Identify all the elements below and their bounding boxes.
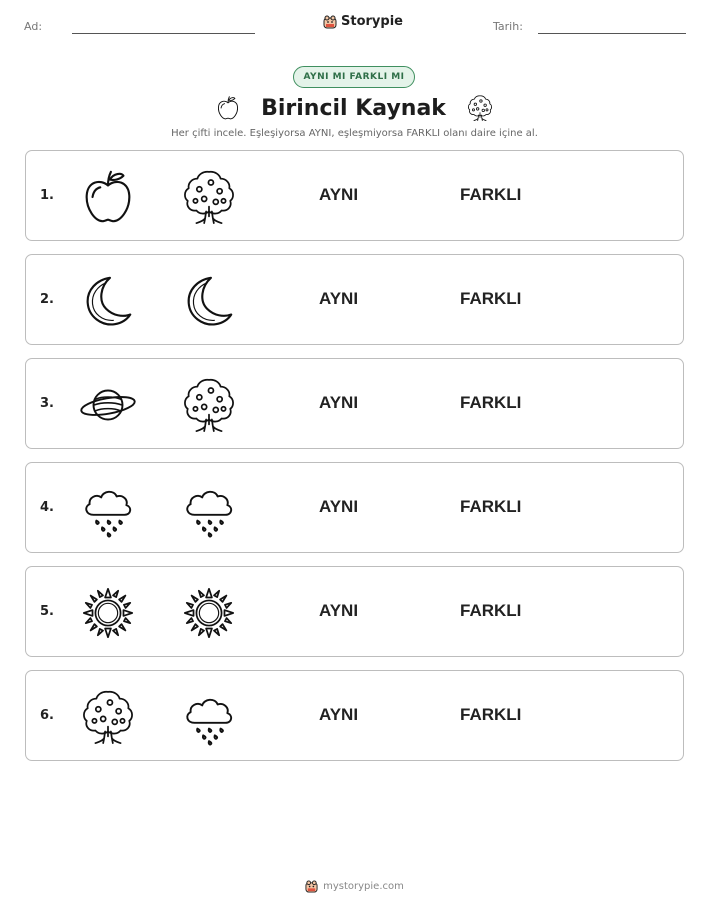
different-option[interactable]: FARKLI xyxy=(460,185,522,204)
pair-row-4 xyxy=(25,462,684,553)
pair-row-1 xyxy=(25,150,684,241)
planet-icon xyxy=(79,376,137,434)
different-option[interactable]: FARKLI xyxy=(460,497,522,516)
date-label: Tarih: xyxy=(493,20,523,33)
sun-icon xyxy=(180,584,238,642)
tree-icon xyxy=(466,93,494,123)
footer xyxy=(0,880,709,893)
row-number: 4. xyxy=(40,500,54,515)
footer-url[interactable]: mystorypie.com xyxy=(323,881,404,892)
apple-icon xyxy=(215,94,241,122)
different-option[interactable]: FARKLI xyxy=(460,289,522,308)
row-number: 1. xyxy=(40,188,54,203)
name-label: Ad: xyxy=(24,20,43,33)
tree-icon xyxy=(79,688,137,746)
pair-row-6 xyxy=(25,670,684,761)
different-option[interactable]: FARKLI xyxy=(460,601,522,620)
tree-icon xyxy=(180,168,238,226)
brand-name: Storypie xyxy=(341,14,403,29)
same-option[interactable]: AYNI xyxy=(319,185,359,204)
moon-icon xyxy=(180,272,238,330)
same-option[interactable]: AYNI xyxy=(319,497,359,516)
brand-logo xyxy=(323,14,403,29)
same-option[interactable]: AYNI xyxy=(319,705,359,724)
rain-cloud-icon xyxy=(180,688,238,746)
row-number: 3. xyxy=(40,396,54,411)
pair-row-5 xyxy=(25,566,684,657)
date-line[interactable] xyxy=(538,33,686,34)
page-title: Birincil Kaynak xyxy=(261,95,446,121)
name-line[interactable] xyxy=(72,33,255,34)
instructions: Her çifti incele. Eşleşiyorsa AYNI, eşleşmiyorsa FARKLI olanı daire içine al. xyxy=(171,128,538,139)
moon-icon xyxy=(79,272,137,330)
rain-cloud-icon xyxy=(79,480,137,538)
row-number: 2. xyxy=(40,292,54,307)
sun-icon xyxy=(79,584,137,642)
pair-row-2 xyxy=(25,254,684,345)
storypie-mascot-icon xyxy=(305,880,318,893)
same-option[interactable]: AYNI xyxy=(319,289,359,308)
rain-cloud-icon xyxy=(180,480,238,538)
apple-icon xyxy=(79,168,137,226)
title-row xyxy=(0,91,709,125)
tree-icon xyxy=(180,376,238,434)
worksheet-type-badge: AYNI MI FARKLI MI xyxy=(293,66,415,88)
row-number: 5. xyxy=(40,604,54,619)
same-option[interactable]: AYNI xyxy=(319,393,359,412)
storypie-mascot-icon xyxy=(323,15,337,29)
same-option[interactable]: AYNI xyxy=(319,601,359,620)
different-option[interactable]: FARKLI xyxy=(460,705,522,724)
pair-row-3 xyxy=(25,358,684,449)
different-option[interactable]: FARKLI xyxy=(460,393,522,412)
row-number: 6. xyxy=(40,708,54,723)
